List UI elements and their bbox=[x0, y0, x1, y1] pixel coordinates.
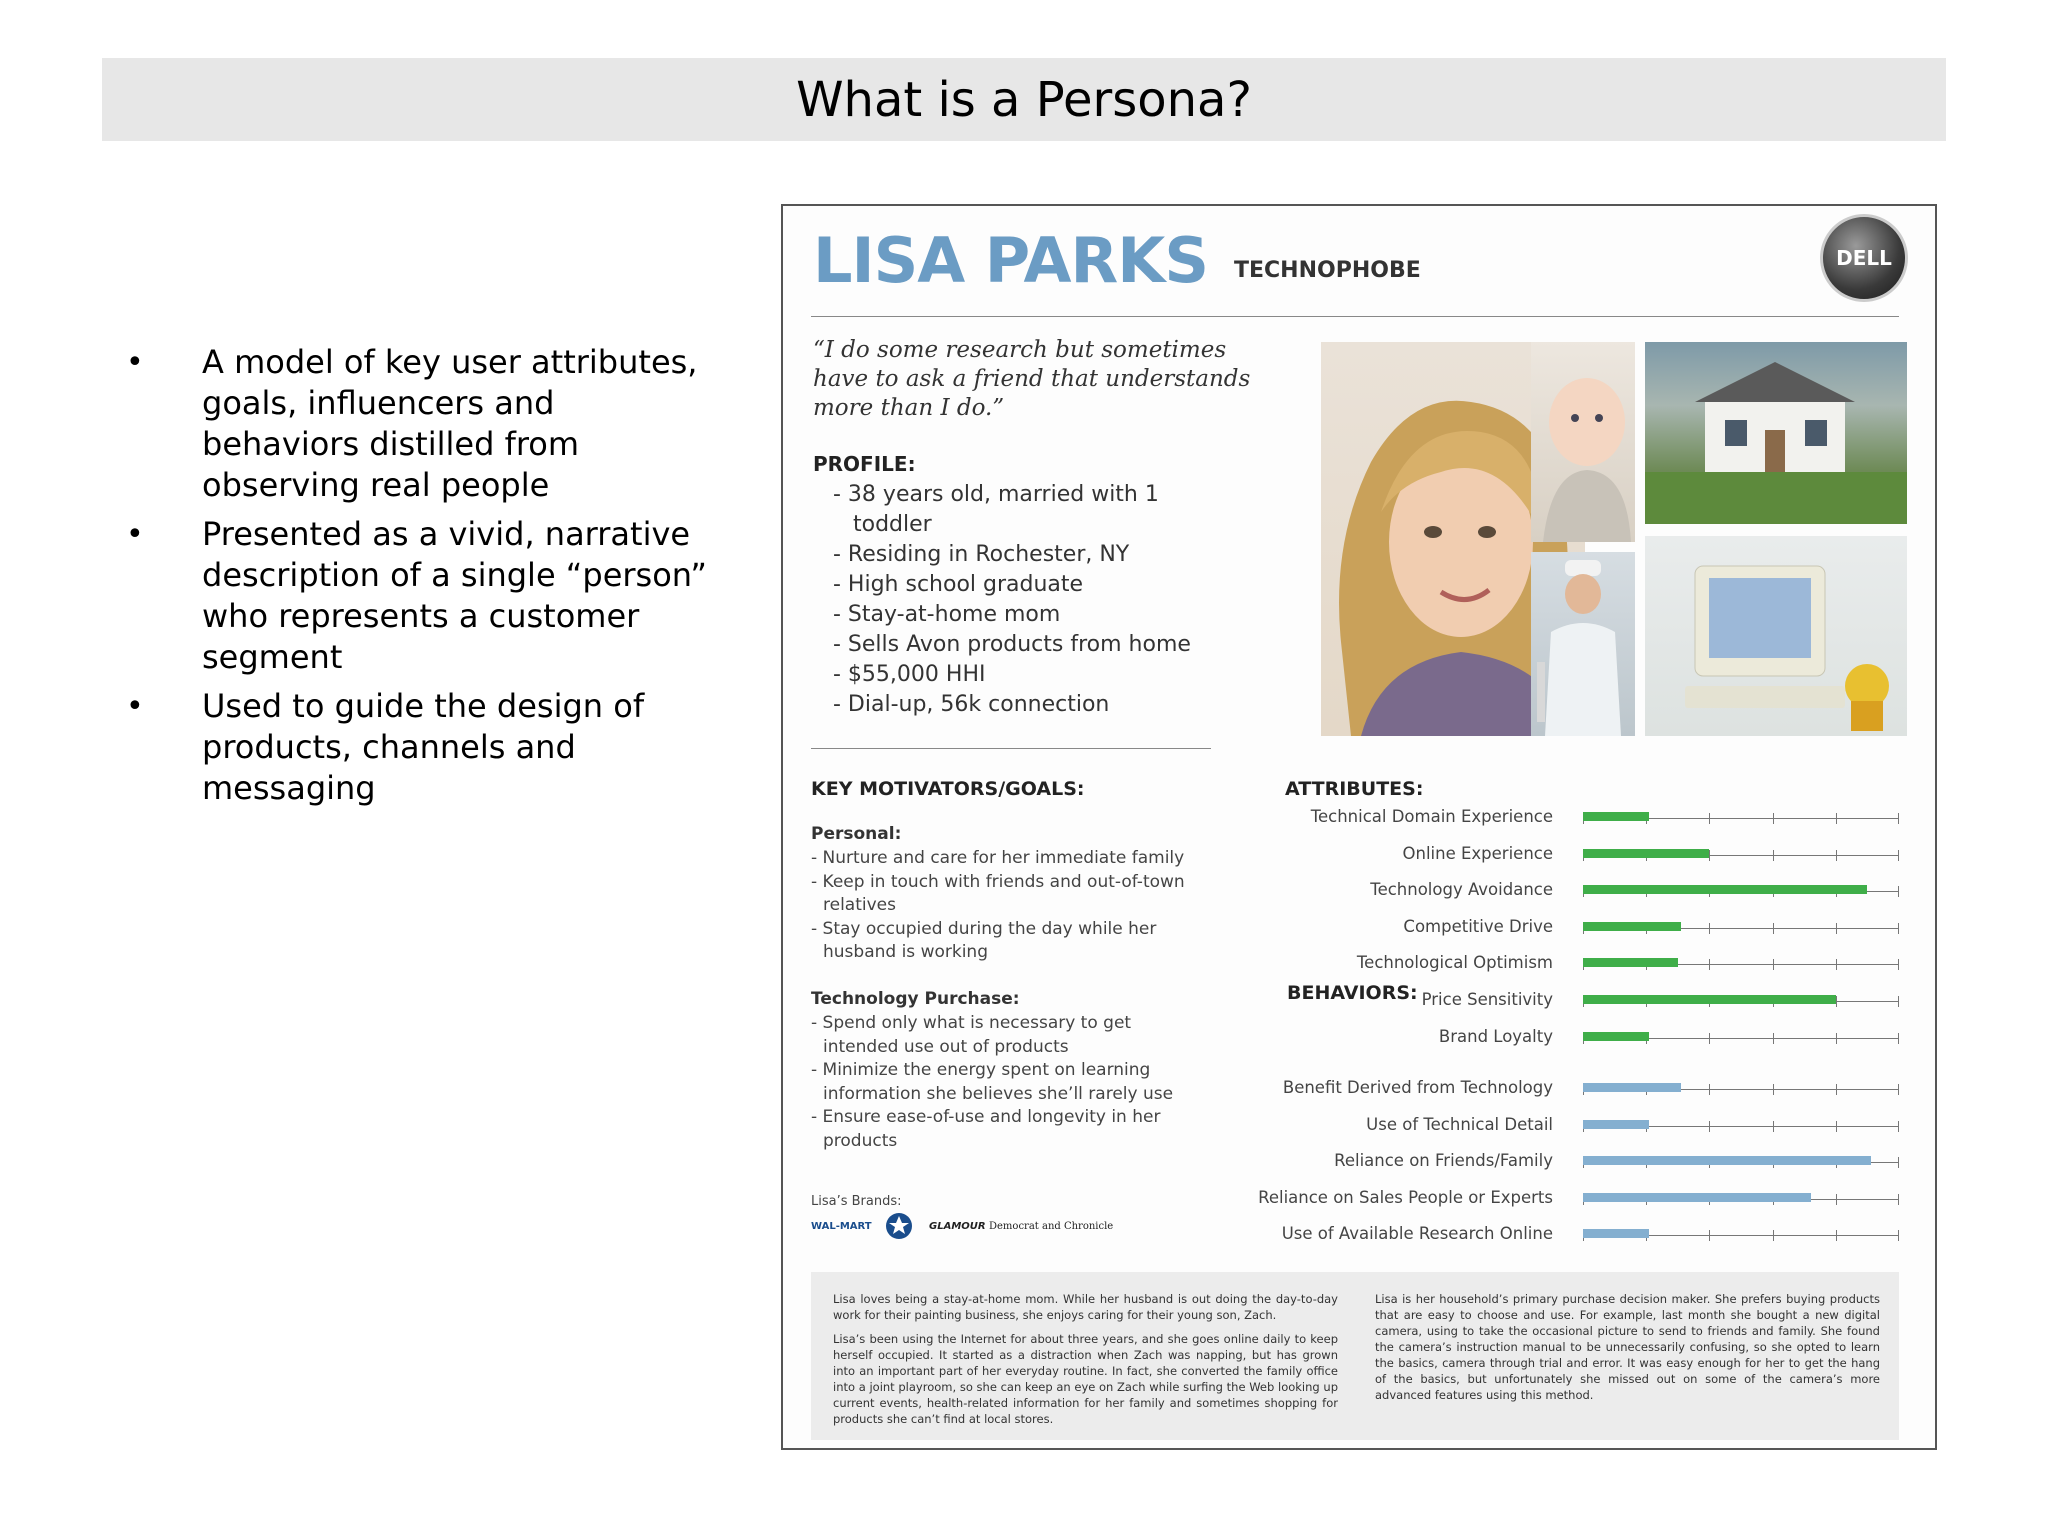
behavior-tick bbox=[1836, 1230, 1837, 1241]
attribute-tick bbox=[1836, 813, 1837, 824]
behavior-tick bbox=[1773, 1230, 1774, 1241]
title-bar bbox=[102, 58, 1946, 141]
technology-goal-item: - Minimize the energy spent on learning information she believes she’ll rarely use bbox=[811, 1060, 1174, 1104]
attribute-tick bbox=[1773, 1033, 1774, 1044]
bullet-item bbox=[120, 514, 720, 678]
profile-item: - Sells Avon products from home bbox=[833, 632, 1191, 657]
attribute-bar-track bbox=[1583, 920, 1899, 934]
behavior-label: Use of Available Research Online bbox=[1281, 1224, 1553, 1244]
behavior-label: Reliance on Friends/Family bbox=[1334, 1151, 1553, 1171]
glamour-logo: GLAMOUR bbox=[929, 1221, 986, 1232]
attribute-tick bbox=[1773, 923, 1774, 934]
attribute-tick bbox=[1898, 996, 1899, 1007]
persona-role: TECHNOPHOBE bbox=[1234, 258, 1421, 283]
behavior-tick bbox=[1898, 1157, 1899, 1168]
behavior-bar-track bbox=[1583, 1191, 1899, 1205]
bullet-text: A model of key user attributes, goals, influencers and behaviors distilled from observing real people bbox=[202, 343, 698, 504]
attribute-tick bbox=[1836, 996, 1837, 1007]
story-paragraph: Lisa is her household’s primary purchase decision maker. She prefers buying products that are easy to choose and use. For example, last month she bought a new digital camera, using to take the occasional picture to send to friends and family. She found the camera’s instruction manual to be unnecessarily confusing, so she opted to learn the basics, camera through trial and error. It was easy enough for her to get the hang of the basics, but unfortunately she missed out on some of the camera’s more advanced features using this method. bbox=[1375, 1292, 1880, 1402]
attribute-bar bbox=[1583, 995, 1836, 1004]
brands-label: Lisa’s Brands: bbox=[811, 1194, 902, 1209]
bullet-dot-icon: • bbox=[126, 689, 144, 724]
profile-list bbox=[833, 480, 1213, 720]
attribute-bar bbox=[1583, 922, 1681, 931]
attribute-tick bbox=[1898, 813, 1899, 824]
profile-item: - Dial-up, 56k connection bbox=[833, 692, 1110, 717]
behavior-bar-track bbox=[1583, 1118, 1899, 1132]
technology-goal-item: - Ensure ease-of-use and longevity in her products bbox=[811, 1107, 1161, 1151]
personal-heading: Personal: bbox=[811, 824, 902, 844]
bullet-text: Used to guide the design of products, channels and messaging bbox=[202, 687, 645, 807]
attribute-tick bbox=[1709, 959, 1710, 970]
attribute-bar-track bbox=[1583, 1030, 1899, 1044]
attribute-tick bbox=[1709, 850, 1710, 861]
personal-goal-item: - Stay occupied during the day while her husband is working bbox=[811, 918, 1157, 962]
profile-item: - Residing in Rochester, NY bbox=[833, 542, 1130, 567]
attribute-bar-track bbox=[1583, 847, 1899, 861]
motivators-heading: KEY MOTIVATORS/GOALS: bbox=[811, 778, 1085, 800]
profile-item: - $55,000 HHI bbox=[833, 662, 986, 687]
attribute-tick bbox=[1836, 923, 1837, 934]
attribute-bar bbox=[1583, 958, 1678, 967]
personal-goals-list bbox=[811, 847, 1211, 965]
behavior-bar bbox=[1583, 1120, 1649, 1129]
technology-purchase-heading: Technology Purchase: bbox=[811, 989, 1020, 1009]
story-left bbox=[833, 1291, 1338, 1435]
story-right bbox=[1375, 1291, 1880, 1411]
behavior-tick bbox=[1773, 1121, 1774, 1132]
attribute-tick bbox=[1898, 923, 1899, 934]
attribute-label: Competitive Drive bbox=[1403, 916, 1553, 936]
attribute-tick bbox=[1836, 850, 1837, 861]
chrysler-star-icon bbox=[885, 1212, 913, 1240]
attribute-tick bbox=[1836, 1033, 1837, 1044]
behavior-tick bbox=[1898, 1121, 1899, 1132]
attribute-tick bbox=[1898, 886, 1899, 897]
attribute-label: Price Sensitivity bbox=[1421, 990, 1553, 1009]
header-divider bbox=[811, 316, 1899, 317]
attribute-bar-track bbox=[1583, 956, 1899, 970]
house-image bbox=[1645, 342, 1907, 524]
attribute-tick bbox=[1773, 813, 1774, 824]
behavior-label: Reliance on Sales People or Experts bbox=[1258, 1187, 1553, 1207]
attribute-label: Online Experience bbox=[1402, 843, 1553, 863]
profile-item: - Stay-at-home mom bbox=[833, 602, 1061, 627]
computer-image bbox=[1645, 536, 1907, 736]
technology-goal-item: - Spend only what is necessary to get intended use out of products bbox=[811, 1013, 1132, 1057]
attributes-heading: ATTRIBUTES: bbox=[1285, 778, 1424, 800]
walmart-logo: WAL-MART bbox=[811, 1221, 872, 1232]
behavior-label: Benefit Derived from Technology bbox=[1282, 1078, 1553, 1097]
attribute-bar-track bbox=[1583, 993, 1899, 1007]
painter-image bbox=[1531, 552, 1635, 736]
dell-logo: DELL bbox=[1820, 214, 1908, 302]
story-paragraph: Lisa loves being a stay-at-home mom. While her husband is out doing the day-to-day work for their painting business, she enjoys caring for their young son, Zach. bbox=[833, 1292, 1338, 1322]
behavior-tick bbox=[1709, 1121, 1710, 1132]
behavior-label: Use of Technical Detail bbox=[1366, 1114, 1553, 1134]
profile-divider bbox=[811, 748, 1211, 749]
attribute-label: Brand Loyalty bbox=[1438, 1026, 1553, 1046]
behavior-tick bbox=[1898, 1230, 1899, 1241]
attribute-tick bbox=[1773, 959, 1774, 970]
behavior-tick bbox=[1709, 1230, 1710, 1241]
democrat-chronicle-logo: Democrat and Chronicle bbox=[989, 1221, 1114, 1232]
attribute-tick bbox=[1898, 1033, 1899, 1044]
behavior-tick bbox=[1836, 1084, 1837, 1095]
behavior-tick bbox=[1836, 1194, 1837, 1205]
behavior-bar bbox=[1583, 1156, 1871, 1165]
behavior-tick bbox=[1898, 1084, 1899, 1095]
attribute-tick bbox=[1898, 850, 1899, 861]
profile-heading: PROFILE: bbox=[813, 452, 916, 476]
bullet-dot-icon: • bbox=[126, 517, 144, 552]
attribute-label: Technological Optimism bbox=[1356, 953, 1553, 973]
persona-quote: “I do some research but sometimes have to ask a friend that understands more than I do.” bbox=[813, 337, 1251, 421]
personal-goal-item: - Keep in touch with friends and out-of-town relatives bbox=[811, 871, 1185, 915]
persona-name: LISA PARKS bbox=[813, 224, 1208, 297]
behavior-tick bbox=[1898, 1194, 1899, 1205]
behavior-tick bbox=[1773, 1084, 1774, 1095]
attribute-tick bbox=[1709, 813, 1710, 824]
behaviors-heading: BEHAVIORS: bbox=[1287, 982, 1418, 1004]
attribute-bar bbox=[1583, 812, 1649, 821]
attribute-label: Technology Avoidance bbox=[1370, 880, 1553, 900]
persona-card bbox=[781, 204, 1937, 1450]
attribute-bar bbox=[1583, 849, 1709, 858]
behavior-bar-track bbox=[1583, 1227, 1899, 1241]
behavior-bar bbox=[1583, 1229, 1649, 1238]
behavior-bar-track bbox=[1583, 1154, 1899, 1168]
slide-title: What is a Persona? bbox=[796, 71, 1252, 128]
attribute-bar-track bbox=[1583, 883, 1899, 897]
profile-item: - 38 years old, married with 1 toddler bbox=[833, 482, 1159, 537]
attribute-tick bbox=[1898, 959, 1899, 970]
behavior-tick bbox=[1709, 1084, 1710, 1095]
baby-image bbox=[1531, 342, 1635, 542]
bullet-item bbox=[120, 342, 720, 506]
attribute-tick bbox=[1709, 1033, 1710, 1044]
personal-goal-item: - Nurture and care for her immediate family bbox=[811, 848, 1185, 868]
bullet-dot-icon: • bbox=[126, 345, 144, 380]
bullet-item bbox=[120, 686, 720, 809]
behavior-bar-track bbox=[1583, 1081, 1899, 1095]
behavior-bar bbox=[1583, 1083, 1681, 1092]
behavior-bar bbox=[1583, 1193, 1811, 1202]
attribute-tick bbox=[1709, 923, 1710, 934]
story-paragraph: Lisa’s been using the Internet for about three years, and she goes online daily to keep herself occupied. It started as a distraction when Zach was napping, but has grown into an important part of her everyday routine. In fact, she converted the family office into a joint playroom, so she can keep an eye on Zach while surfing the Web looking up current events, health-related information for her family and sometimes shopping for products she can’t find at local stores. bbox=[833, 1332, 1338, 1426]
attribute-tick bbox=[1836, 959, 1837, 970]
behavior-tick bbox=[1836, 1121, 1837, 1132]
profile-item: - High school graduate bbox=[833, 572, 1084, 597]
bullet-list bbox=[120, 342, 720, 817]
attribute-bar-track bbox=[1583, 810, 1899, 824]
bullet-text: Presented as a vivid, narrative description of a single “person” who represents a customer segment bbox=[202, 515, 707, 676]
attribute-bar bbox=[1583, 885, 1867, 894]
attribute-bar bbox=[1583, 1032, 1649, 1041]
attribute-label: Technical Domain Experience bbox=[1310, 807, 1553, 826]
attribute-tick bbox=[1773, 850, 1774, 861]
